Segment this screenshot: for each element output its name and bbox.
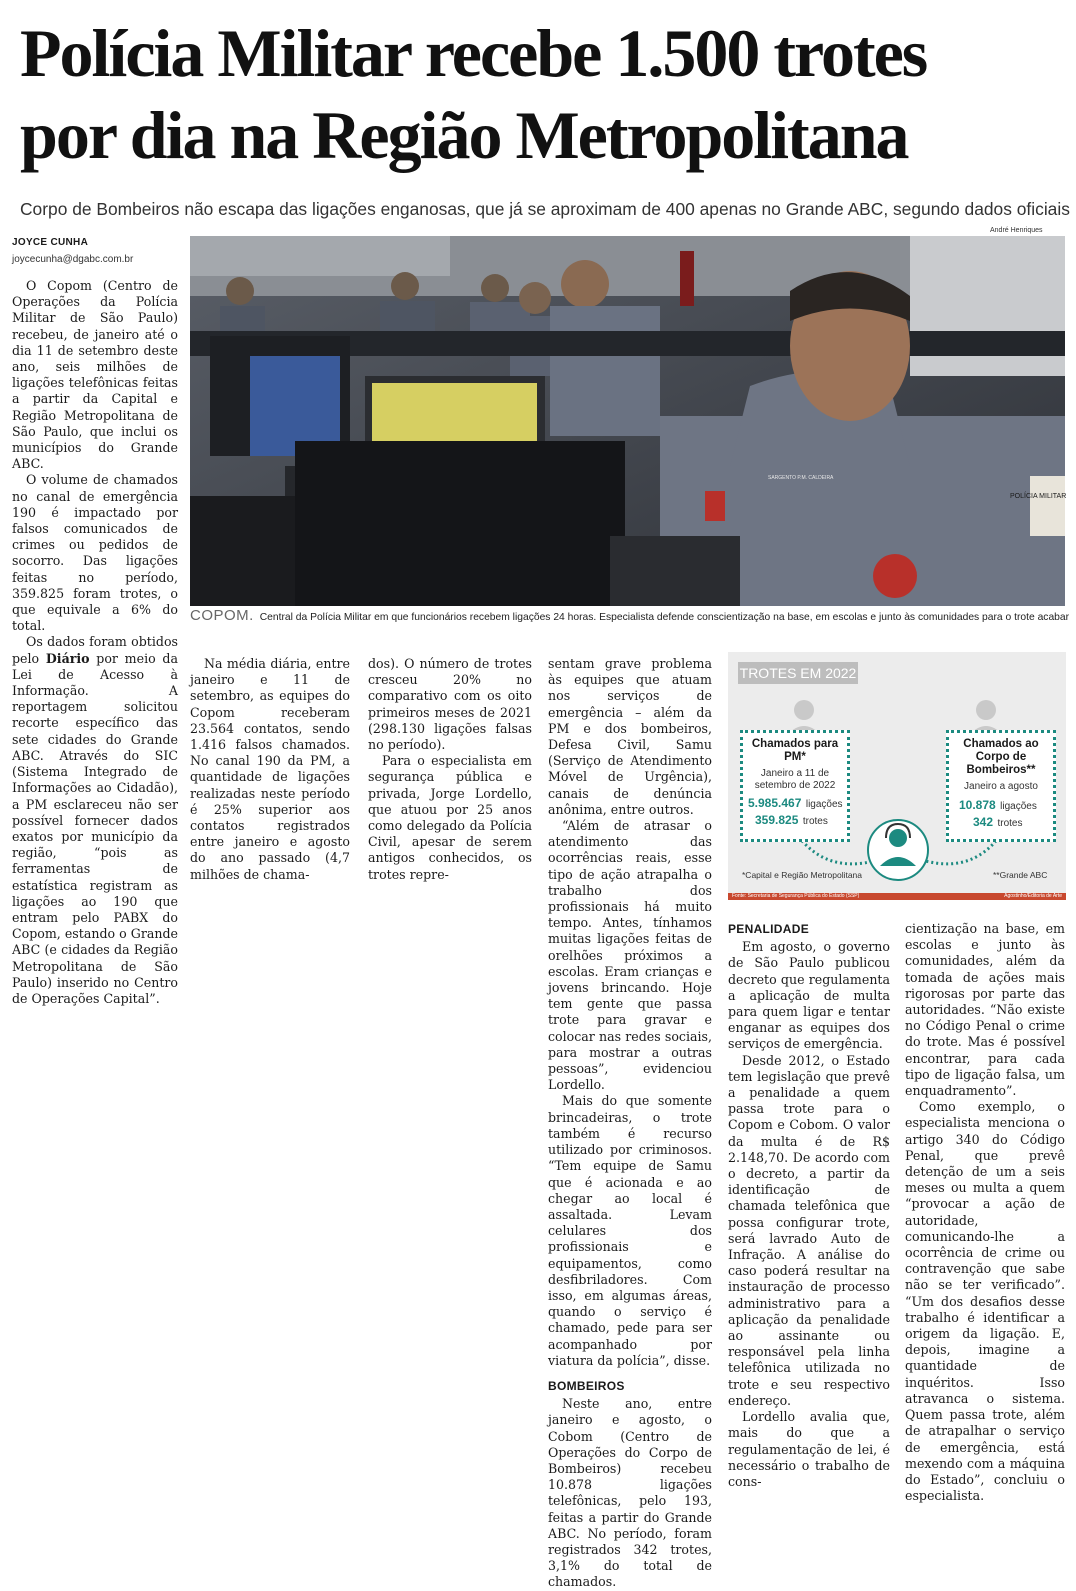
col2-paragraph-1: Na média diária, entre janeiro e 11 de setembro, as equipes do Copom receberam 23.564 contatos, sendo 1.416 falsos chamados. No canal 190 da PM, a quantidade de ligações realizadas neste período é 25% superior aos contatos registrados entre janeiro e agosto do ano passado (4,7 milhões de chama-: [190, 656, 350, 882]
byline-email: joycecunha@dgabc.com.br: [12, 254, 134, 265]
col1-p3-start: Os dados foram obtidos pelo: [12, 634, 178, 666]
col1-p3-rest: por meio da Lei de Acesso à Informação. A reportagem solicitou recorte específico das sete cidades do Grande ABC. Através do SIC (Sistema Integrado de Informações ao Cidadão), a PM esclareceu não ser possível fornecer dados exatos por município da região, “pois as ferramentas de estatística registram as ligações ao 190 que entram pelo PABX do Copom, estando o Grande ABC (e cidades da Região Metropolitana de São Paulo) inserido no Centro de Operações Capital”.: [12, 650, 178, 1006]
col1-paragraph-1: O Copom (Centro de Operações da Polícia Militar de São Paulo) recebeu, de janeiro até o dia 11 de setembro deste ano, seis milhões de ligações telefônicas feitas a partir da Capital e Região Metropolitana de São Paulo, que inclui os municípios do Grande ABC.: [12, 278, 178, 472]
article-column-2: [190, 656, 350, 883]
subheadline: Corpo de Bombeiros não escapa das ligações enganosas, que já se aproximam de 400 apenas no Grande ABC, segundo dados oficiais: [20, 199, 1070, 219]
pm-calls-box: [740, 730, 850, 842]
infographic-source-bar: [728, 893, 1066, 900]
col4-paragraph-2: “Além de atrasar o atendimento das ocorrências reais, esse tipo de ação atrapalha o trabalho dos profissionais há muito tempo. Antes, tínhamos muitas ligações feitas de orelhões próximos a escolas. Eram crianças e jovens brincando. Hoje tem gente que passa trote para gravar e colocar nas redes sociais, para mostrar a outras pessoas”, evidenciou Lordello.: [548, 818, 712, 1093]
bombeiros-box-title: Chamados ao Corpo de Bombeiros**: [963, 738, 1039, 776]
article-column-3: [368, 656, 532, 883]
bombeiros-calls-label: ligações: [1000, 801, 1037, 812]
footnote-bombeiros: **Grande ABC: [993, 870, 1048, 880]
shoulder-patch-text: POLÍCIA MILITAR: [1010, 493, 1067, 500]
section-heading-penalidade: PENALIDADE: [728, 922, 810, 936]
bombeiros-prank-label: trotes: [997, 818, 1023, 829]
operator-left-icon: [788, 700, 820, 734]
photo-illustration: [190, 236, 1065, 606]
article-column-4: [548, 656, 712, 1591]
bombeiros-prank-row: [949, 814, 1053, 831]
headline-line-1: Polícia Militar recebe 1.500 trotes: [20, 15, 927, 91]
operator-center-icon: [868, 820, 928, 880]
photo-caption: [190, 607, 1070, 624]
operator-right-icon: [970, 700, 1002, 734]
col3-paragraph-2: Para o especialista em segurança pública e privada, Jorge Lordello, que atuou por 25 anos como delegado da Polícia Civil, apesar de serem antigos conhecidos, os trotes repre-: [368, 753, 532, 882]
col4-paragraph-1: sentam grave problema às equipes que atuam nos serviços de emergência – além da PM e dos bombeiros, Defesa Civil, Samu (Serviço de Atendimento Móvel de Urgência), canais de denúncia anônima, entre outros.: [548, 656, 712, 817]
photo-credit: André Henriques: [990, 227, 1043, 234]
article-column-6: [905, 921, 1065, 1504]
article-column-5: [728, 921, 890, 1490]
col4-paragraph-3: Mais do que somente brincadeiras, o trote também é recurso utilizado por criminosos. “Tem equipe de Samu que é acionada e ao chegar ao local é assaltada. Levam celulares dos profissionais e equipamentos, como desfibriladores. Com isso, em algumas áreas, quando o serviço é chamado, pede para ser acompanhado por viatura da polícia”, disse.: [548, 1093, 712, 1368]
col5-paragraph-1: Em agosto, o governo de São Paulo publicou decreto que regulamenta a aplicação de multa para quem ligar e tentar enganar as equipes dos serviços de emergência.: [728, 939, 890, 1052]
col1-paragraph-2: O volume de chamados no canal de emergência 190 é impactado por falsos comunicados de crimes ou pedidos de socorro. Das ligações feitas no período, 359.825 foram trotes, o que equivale a 6% do total.: [12, 472, 178, 634]
pm-prank-value: 359.825: [755, 813, 799, 827]
pm-prank-row: [743, 812, 847, 829]
bombeiros-box-period: Janeiro a agosto: [964, 781, 1038, 792]
col6-paragraph-2: Como exemplo, o especialista menciona o artigo 340 do Código Penal, que prevê detenção de um a seis meses ou multa a quem “provocar a ação de autoridade, comunicando-lhe a ocorrência de crime ou contravenção que sabe não se ter verificado”. “Um dos desafios desse trabalho é identificar a origem da ligação. E, depois, imagine a quantidade de inquéritos. Isso atravanca o sistema. Quem passa trote, além de atrapalhar o serviço de emergência, está mexendo com a máquina do Estado”, concluiu o especialista.: [905, 1099, 1065, 1504]
newspaper-name: Diário: [45, 650, 90, 666]
footnote-pm: *Capital e Região Metropolitana: [742, 870, 863, 880]
pm-box-period: Janeiro a 11 de setembro de 2022: [754, 768, 836, 791]
caption-lead: COPOM.: [190, 607, 254, 624]
col4-paragraph-4: Neste ano, entre janeiro e agosto, o Cobom (Centro de Operações do Corpo de Bombeiros) recebeu 10.878 ligações telefônicas, pelo 193, feitas a partir do Grande ABC. No período, foram registrados 342 trotes, 3,1% do total de chamados.: [548, 1396, 712, 1590]
pm-calls-value: 5.985.467: [748, 796, 802, 810]
pm-prank-label: trotes: [802, 816, 828, 827]
caption-text: Central da Polícia Militar em que funcionários recebem ligações 24 horas. Especialista defende conscientização na base, em escolas e junto às comunidades para o trote acabar: [259, 612, 1070, 623]
bombeiros-calls-row: [949, 797, 1053, 814]
photo: [190, 236, 1065, 606]
col3-paragraph-1: dos). O número de trotes cresceu 20% no comparativo com os oito primeiros meses de 2021 (298.130 ligações falsas no período).: [368, 656, 532, 753]
headline: [20, 12, 1060, 176]
pm-calls-label: ligações: [805, 799, 843, 810]
pm-calls-row: [743, 795, 847, 812]
infographic-title: TROTES EM 2022: [738, 662, 858, 684]
article-column-1: [12, 278, 178, 1007]
col5-paragraph-3: Lordello avalia que, mais do que a regulamentação de lei, é necessário o trabalho de cons-: [728, 1409, 890, 1489]
bombeiros-prank-value: 342: [973, 815, 994, 829]
section-heading-bombeiros: BOMBEIROS: [548, 1378, 625, 1393]
name-badge-text: SARGENTO P.M. CALDEIRA: [768, 475, 834, 481]
col1-paragraph-3: [12, 634, 178, 1007]
infographic-art-credit: Agostinho/Editoria de Arte: [1004, 893, 1062, 899]
infographic-source: Fonte: Secretaria de Segurança Pública do Estado (SSP): [732, 893, 860, 899]
headline-line-2: por dia na Região Metropolitana: [20, 97, 908, 173]
bombeiros-calls-box: [946, 730, 1056, 842]
bombeiros-calls-value: 10.878: [959, 798, 996, 812]
pm-box-title: Chamados para PM*: [751, 738, 839, 763]
infographic-panel: [728, 652, 1066, 900]
byline-name: JOYCE CUNHA: [12, 237, 89, 248]
col6-paragraph-1: cientização na base, em escolas e junto às comunidades, além da tomada de ações mais rigorosas por parte das autoridades. “Não existe no Código Penal o crime do trote. Mas é possível encontrar, para cada tipo de ligação falsa, um enquadramento”.: [905, 921, 1065, 1099]
col5-paragraph-2: Desde 2012, o Estado tem legislação que prevê a penalidade a quem passa trote para o Copom e Cobom. O valor da multa é de R$ 2.148,70. De acordo com o decreto, a partir da identificação de chamada telefônica que possa configurar trote, será lavrado Auto de Infração. A análise do caso poderá resultar na instauração de processo administrativo para a aplicação da penalidade ao assinante ou responsável pela linha telefônica utilizada no trote e seu respectivo endereço.: [728, 1052, 890, 1408]
